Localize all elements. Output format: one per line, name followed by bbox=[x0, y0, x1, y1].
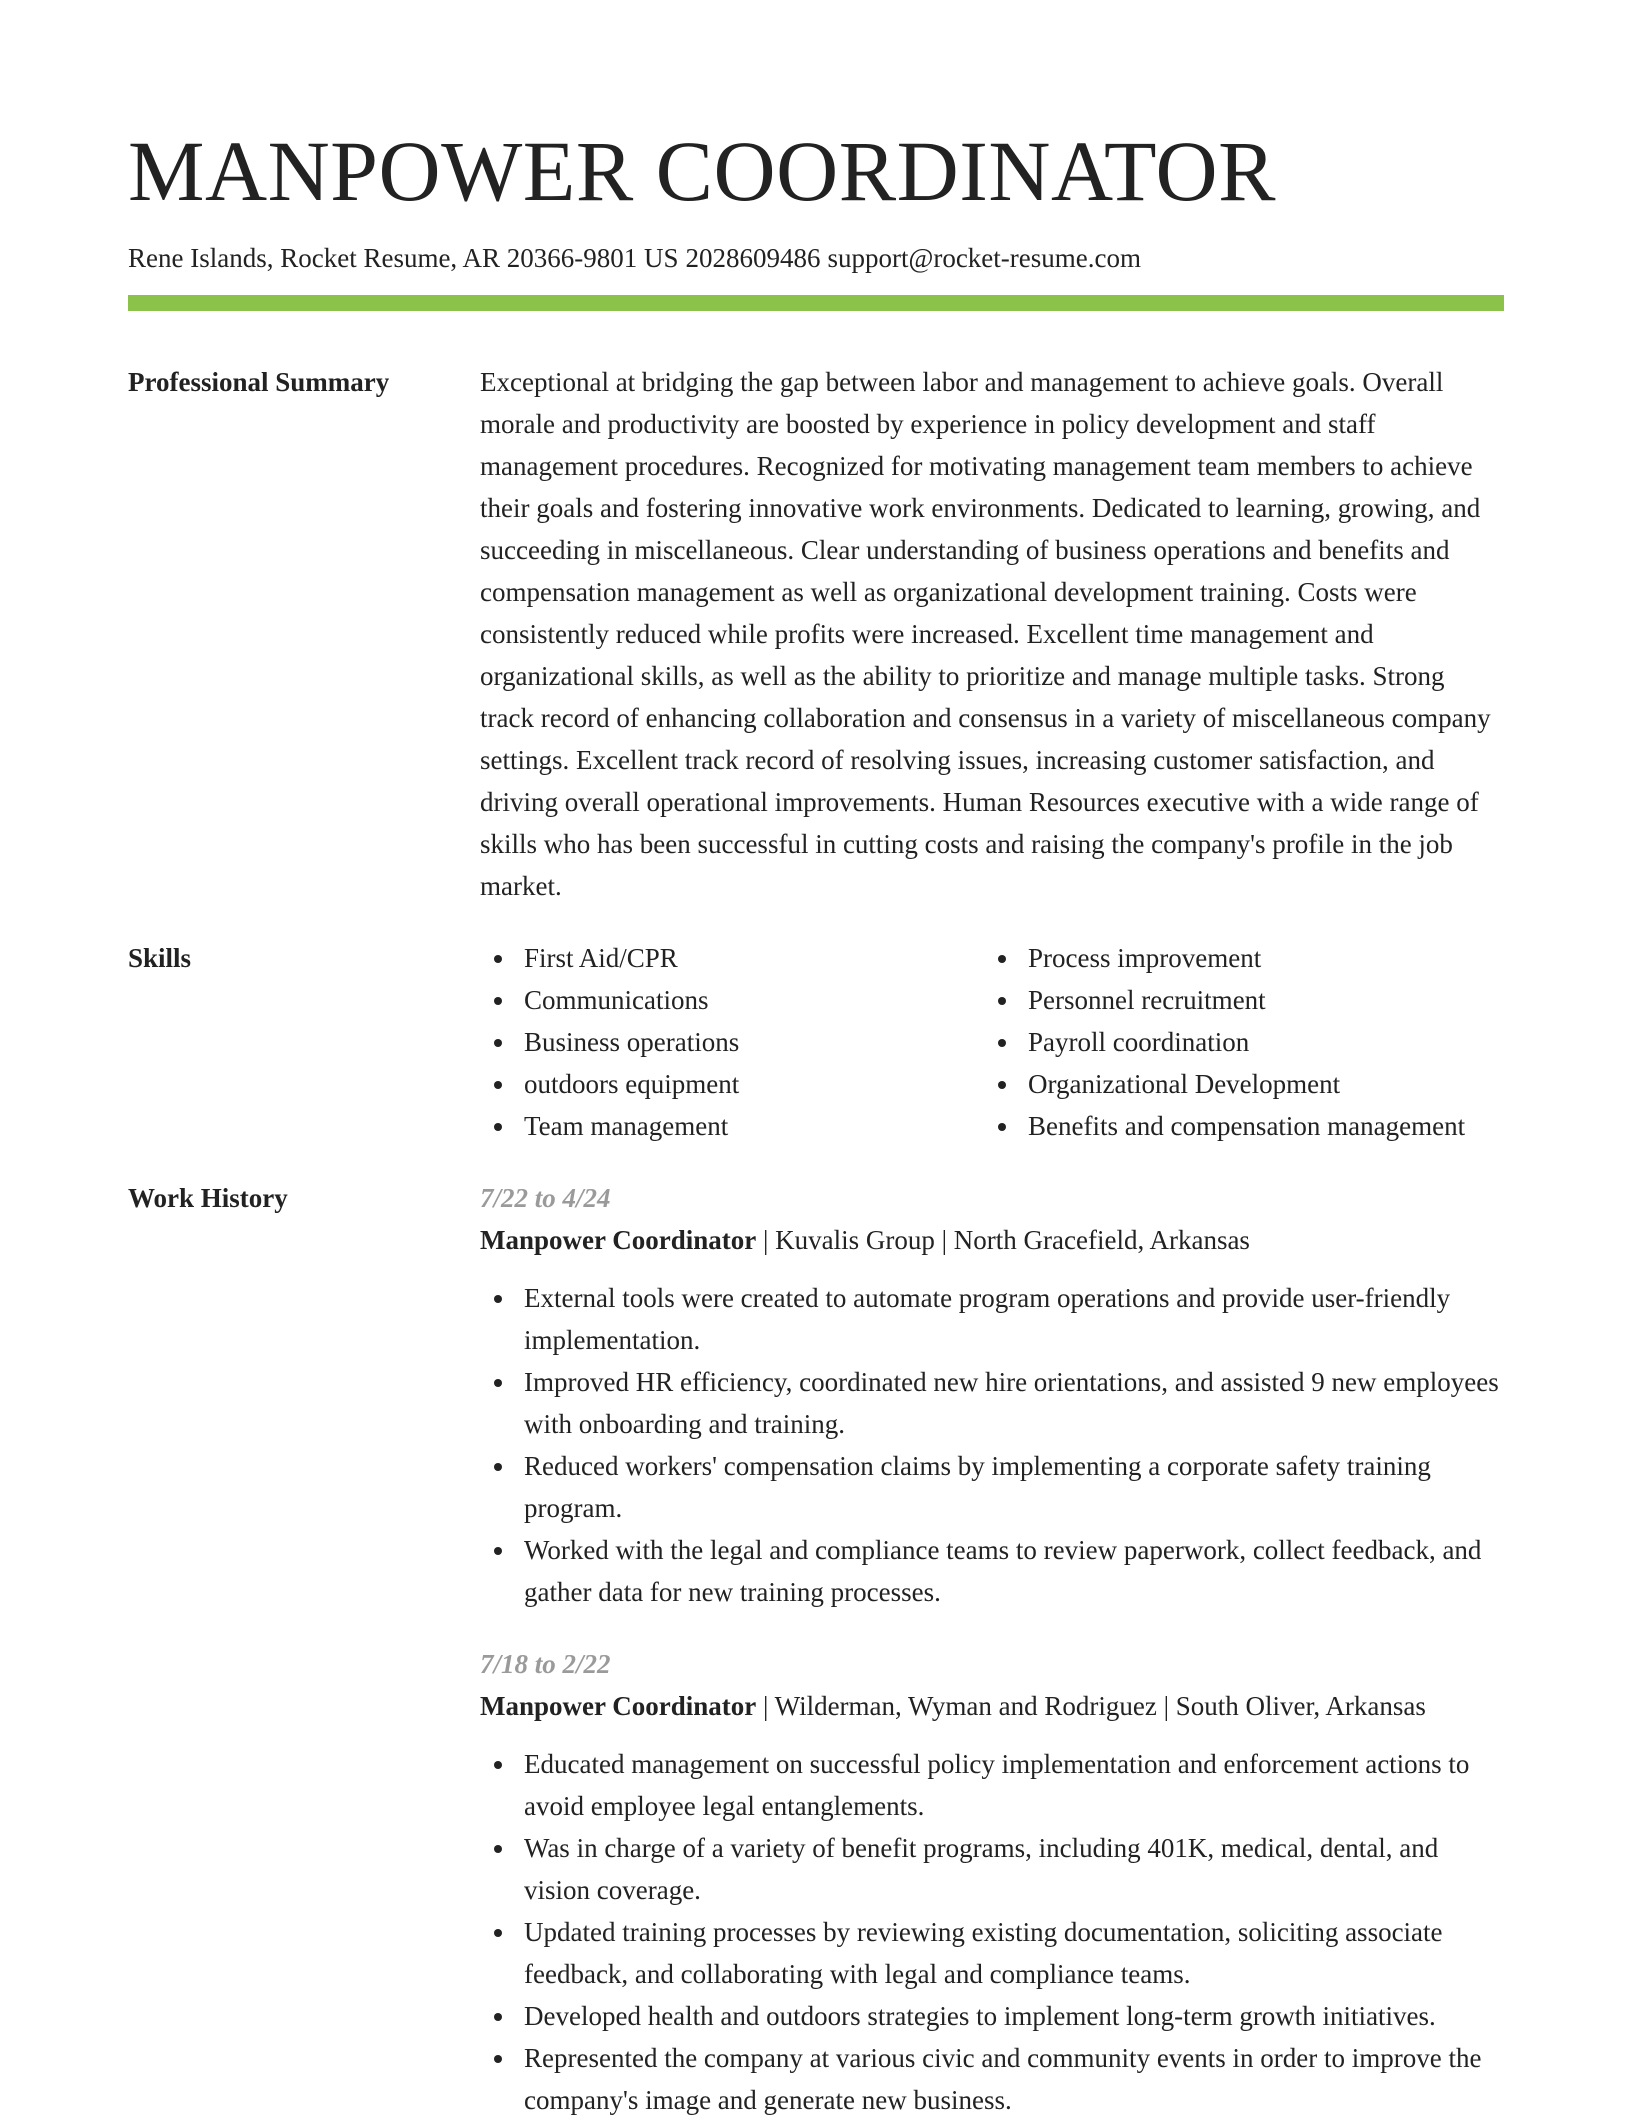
skill-item: Payroll coordination bbox=[984, 1021, 1504, 1063]
skills-label: Skills bbox=[128, 943, 192, 973]
job-company-line: | Wilderman, Wyman and Rodriguez | South Oliver, Arkansas bbox=[756, 1691, 1426, 1721]
job-dates: 7/18 to 2/22 bbox=[480, 1649, 611, 1679]
job-bullet: Represented the company at various civic and community events in order to improve the company's image and generate new business. bbox=[480, 2037, 1504, 2121]
skill-item: outdoors equipment bbox=[480, 1063, 984, 1105]
job-entry bbox=[480, 1177, 1504, 1613]
job-bullet: Worked with the legal and compliance teams to review paperwork, collect feedback, and gather data for new training processes. bbox=[480, 1529, 1504, 1613]
work-history-body bbox=[480, 1179, 1504, 2121]
job-dates: 7/22 to 4/24 bbox=[480, 1183, 611, 1213]
skills-column-1 bbox=[480, 937, 984, 1147]
job-company-line: | Kuvalis Group | North Gracefield, Arkansas bbox=[756, 1225, 1250, 1255]
summary-section bbox=[128, 363, 1504, 907]
job-bullets bbox=[480, 1743, 1504, 2121]
skill-item: Team management bbox=[480, 1105, 984, 1147]
skills-grid bbox=[480, 937, 1504, 1147]
skill-item: First Aid/CPR bbox=[480, 937, 984, 979]
job-header bbox=[480, 1219, 1504, 1261]
work-history-label: Work History bbox=[128, 1183, 288, 1213]
job-bullet: External tools were created to automate program operations and provide user-friendly implementation. bbox=[480, 1277, 1504, 1361]
accent-divider bbox=[128, 295, 1504, 311]
skills-body bbox=[480, 939, 1504, 1147]
job-title: Manpower Coordinator bbox=[480, 1691, 757, 1721]
job-bullet: Updated training processes by reviewing existing documentation, soliciting associate feedback, and collaborating with legal and compliance teams. bbox=[480, 1911, 1504, 1995]
job-header bbox=[480, 1685, 1504, 1727]
skill-item: Communications bbox=[480, 979, 984, 1021]
job-bullet: Educated management on successful policy implementation and enforcement actions to avoid employee legal entanglements. bbox=[480, 1743, 1504, 1827]
job-title: Manpower Coordinator bbox=[480, 1225, 757, 1255]
skill-item: Personnel recruitment bbox=[984, 979, 1504, 1021]
summary-label: Professional Summary bbox=[128, 367, 390, 397]
skills-column-2 bbox=[984, 937, 1504, 1147]
job-entry bbox=[480, 1643, 1504, 2121]
job-bullet: Developed health and outdoors strategies to implement long-term growth initiatives. bbox=[480, 1995, 1504, 2037]
contact-line bbox=[128, 240, 1504, 276]
work-history-section bbox=[128, 1179, 1504, 2121]
resume-title: MANPOWER COORDINATOR bbox=[128, 123, 1276, 219]
contact-address: Rene Islands, Rocket Resume, AR 20366-9801 US bbox=[128, 243, 679, 273]
contact-email: support@rocket-resume.com bbox=[827, 243, 1141, 273]
skill-item: Process improvement bbox=[984, 937, 1504, 979]
contact-phone: 2028609486 bbox=[685, 243, 821, 273]
job-bullet: Improved HR efficiency, coordinated new hire orientations, and assisted 9 new employees with onboarding and training. bbox=[480, 1361, 1504, 1445]
skills-section bbox=[128, 939, 1504, 1147]
skill-item: Organizational Development bbox=[984, 1063, 1504, 1105]
job-bullets bbox=[480, 1277, 1504, 1613]
skill-item: Business operations bbox=[480, 1021, 984, 1063]
skill-item: Benefits and compensation management bbox=[984, 1105, 1504, 1147]
resume-page bbox=[128, 0, 1504, 2121]
job-bullet: Reduced workers' compensation claims by implementing a corporate safety training program. bbox=[480, 1445, 1504, 1529]
job-bullet: Was in charge of a variety of benefit programs, including 401K, medical, dental, and vision coverage. bbox=[480, 1827, 1504, 1911]
summary-text: Exceptional at bridging the gap between labor and management to achieve goals. Overall morale and productivity are boosted by experience in policy development and staff management procedures. Recognized for motivating management team members to achieve their goals and fostering innovative work environments. Dedicated to learning, growing, and succeeding in miscellaneous. Clear understanding of business operations and benefits and compensation management as well as organizational development training. Costs were consistently reduced while profits were increased. Excellent time management and organizational skills, as well as the ability to prioritize and manage multiple tasks. Strong track record of enhancing collaboration and consensus in a variety of miscellaneous company settings. Excellent track record of resolving issues, increasing customer satisfaction, and driving overall operational improvements. Human Resources executive with a wide range of skills who has been successful in cutting costs and raising the company's profile in the job market. bbox=[480, 367, 1491, 901]
summary-body bbox=[480, 363, 1504, 907]
